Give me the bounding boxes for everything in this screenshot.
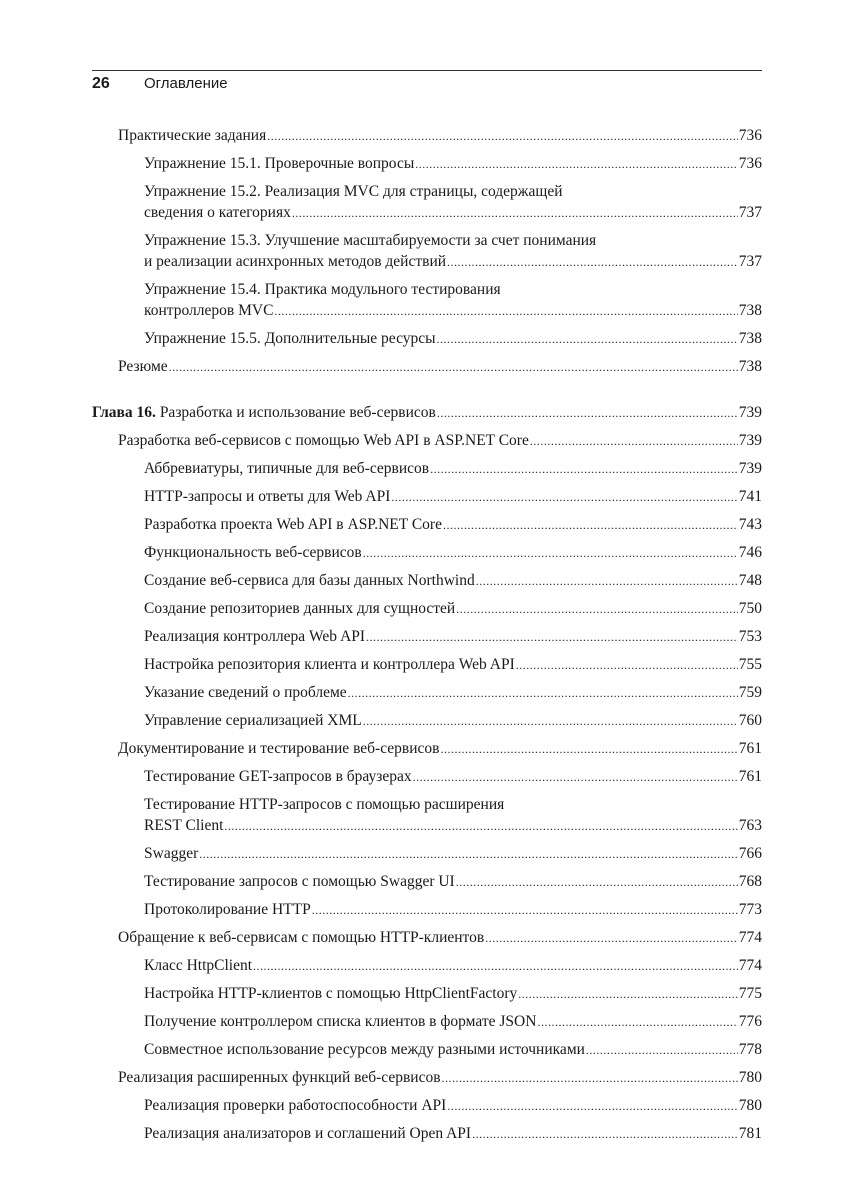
toc-page-number: 780 xyxy=(738,1097,762,1114)
toc-entry xyxy=(92,927,762,949)
toc-entry-title: Упражнение 15.1. Проверочные вопросы xyxy=(144,155,415,172)
toc-page-number: 738 xyxy=(738,330,762,347)
toc-entry xyxy=(92,626,762,648)
toc-entry-title: Разработка веб-сервисов с помощью Web API в ASP.NET Core xyxy=(118,432,529,449)
toc-entry-title: Реализация проверки работоспособности API xyxy=(144,1097,447,1114)
toc-entry xyxy=(92,570,762,592)
toc-entry xyxy=(92,230,762,273)
toc-entry xyxy=(92,514,762,536)
toc-entry xyxy=(92,598,762,620)
dot-leader xyxy=(456,872,738,893)
dot-leader xyxy=(518,984,738,1005)
toc-entry-title: Аббревиатуры, типичные для веб-сервисов xyxy=(144,460,430,477)
toc-entry-title: сведения о категориях xyxy=(144,204,291,221)
toc-entry xyxy=(92,1095,762,1117)
toc-entry-title: Указание сведений о проблеме xyxy=(144,684,347,701)
toc-page-number: 737 xyxy=(738,253,762,270)
toc-page-number: 768 xyxy=(738,873,762,890)
toc-entry-title: Реализация контроллера Web API xyxy=(144,628,366,645)
dot-leader xyxy=(440,739,737,760)
dot-leader xyxy=(456,599,738,620)
toc-entry-title: и реализации асинхронных методов действий xyxy=(144,253,447,270)
toc-page-number: 753 xyxy=(738,628,762,645)
dot-leader xyxy=(199,844,738,865)
toc-entry xyxy=(92,871,762,893)
toc-page-number: 760 xyxy=(738,712,762,729)
dot-leader xyxy=(537,1012,737,1033)
running-header xyxy=(92,70,762,97)
toc-page-number: 763 xyxy=(738,817,762,834)
toc-entry-title: Тестирование GET-запросов в браузерах xyxy=(144,768,412,785)
toc-entry xyxy=(92,1123,762,1145)
toc-entry xyxy=(92,766,762,788)
toc-entry-title: Создание веб-сервиса для базы данных Northwind xyxy=(144,572,475,589)
dot-leader xyxy=(516,655,738,676)
dot-leader xyxy=(363,711,738,732)
toc-entry-title: Резюме xyxy=(118,358,168,375)
toc-entry-title: Упражнение 15.2. Реализация MVC для страницы, содержащей xyxy=(144,183,563,200)
toc-entry xyxy=(92,955,762,977)
toc-entry xyxy=(92,356,762,378)
toc-page-number: 766 xyxy=(738,845,762,862)
dot-leader xyxy=(274,301,737,322)
toc-page-number: 774 xyxy=(738,929,762,946)
toc-page-number: 781 xyxy=(738,1125,762,1142)
dot-leader xyxy=(442,1068,738,1089)
toc-entry xyxy=(92,710,762,732)
toc-page-number: 746 xyxy=(738,544,762,561)
toc-entry-title: REST Client xyxy=(144,817,224,834)
running-title: Оглавление xyxy=(144,75,228,92)
toc-page-number: 738 xyxy=(738,302,762,319)
toc-entry-title: Практические задания xyxy=(118,127,267,144)
toc-entry xyxy=(92,794,762,837)
dot-leader xyxy=(169,357,738,378)
toc-page-number: 741 xyxy=(738,488,762,505)
toc-entry-title: Реализация расширенных функций веб-сервисов xyxy=(118,1069,441,1086)
toc-entry-title: Тестирование запросов с помощью Swagger UI xyxy=(144,873,455,890)
toc-page-number: 748 xyxy=(738,572,762,589)
dot-leader xyxy=(348,683,738,704)
toc-entry xyxy=(92,181,762,224)
toc-entry-title: Упражнение 15.3. Улучшение масштабируемости за счет понимания xyxy=(144,232,597,249)
toc-entry xyxy=(92,279,762,322)
page-number: 26 xyxy=(92,75,110,92)
toc-entry xyxy=(92,899,762,921)
toc-page-number: 776 xyxy=(738,1013,762,1030)
dot-leader xyxy=(292,203,738,224)
toc-page-number: 737 xyxy=(738,204,762,221)
toc-page-number: 739 xyxy=(738,460,762,477)
dot-leader xyxy=(472,1124,738,1145)
dot-leader xyxy=(415,154,738,175)
toc-entry-title: Функциональность веб-сервисов xyxy=(144,544,362,561)
dot-leader xyxy=(530,431,738,452)
toc-entry-title: Настройка HTTP-клиентов с помощью HttpClientFactory xyxy=(144,985,518,1002)
dot-leader xyxy=(586,1040,738,1061)
toc-entry-title: Совместное использование ресурсов между разными источниками xyxy=(144,1041,585,1058)
toc-entry xyxy=(92,153,762,175)
table-of-contents xyxy=(92,125,762,1145)
dot-leader xyxy=(485,928,738,949)
dot-leader xyxy=(476,571,738,592)
toc-page-number: 775 xyxy=(738,985,762,1002)
dot-leader xyxy=(413,767,738,788)
dot-leader xyxy=(437,403,738,424)
toc-entry-title: Создание репозиториев данных для сущностей xyxy=(144,600,456,617)
toc-page-number: 759 xyxy=(738,684,762,701)
dot-leader xyxy=(363,543,738,564)
toc-entry xyxy=(92,328,762,350)
toc-page-number: 778 xyxy=(738,1041,762,1058)
toc-entry-title: контроллеров MVC xyxy=(144,302,274,319)
toc-entry-title: Упражнение 15.4. Практика модульного тестирования xyxy=(144,281,501,298)
toc-entry-title: Разработка проекта Web API в ASP.NET Core xyxy=(144,516,442,533)
toc-page-number: 780 xyxy=(738,1069,762,1086)
toc-page-number: 774 xyxy=(738,957,762,974)
dot-leader xyxy=(224,816,737,837)
toc-entry xyxy=(92,843,762,865)
toc-page-number: 755 xyxy=(738,656,762,673)
dot-leader xyxy=(253,956,738,977)
dot-leader xyxy=(447,252,738,273)
toc-entry-title: Протоколирование HTTP xyxy=(144,901,311,918)
chapter-label: Глава 16. xyxy=(92,404,156,421)
toc-entry-title: Реализация анализаторов и соглашений Open API xyxy=(144,1125,472,1142)
toc-entry xyxy=(92,1039,762,1061)
toc-entry xyxy=(92,1067,762,1089)
toc-page-number: 738 xyxy=(738,358,762,375)
dot-leader xyxy=(437,329,738,350)
toc-page-number: 736 xyxy=(738,127,762,144)
dot-leader xyxy=(447,1096,737,1117)
toc-entry xyxy=(92,738,762,760)
toc-entry xyxy=(92,1011,762,1033)
toc-page-number: 743 xyxy=(738,516,762,533)
toc-entry xyxy=(92,458,762,480)
toc-page-number: 739 xyxy=(738,432,762,449)
toc-entry xyxy=(92,486,762,508)
toc-page-number: 736 xyxy=(738,155,762,172)
toc-entry-title: Получение контроллером списка клиентов в формате JSON xyxy=(144,1013,537,1030)
dot-leader xyxy=(267,126,738,147)
toc-page-number: 739 xyxy=(738,404,762,421)
dot-leader xyxy=(391,487,737,508)
toc-entry-title: Разработка и использование веб-сервисов xyxy=(159,404,436,421)
toc-entry xyxy=(92,542,762,564)
dot-leader xyxy=(430,459,738,480)
toc-entry-title: Управление сериализацией XML xyxy=(144,712,362,729)
toc-entry xyxy=(92,682,762,704)
toc-page-number: 750 xyxy=(738,600,762,617)
toc-entry-title: Swagger xyxy=(144,845,199,862)
toc-entry xyxy=(92,654,762,676)
toc-entry-title: HTTP-запросы и ответы для Web API xyxy=(144,488,391,505)
toc-entry-title: Класс HttpClient xyxy=(144,957,253,974)
toc-page-number: 761 xyxy=(738,768,762,785)
toc-entry-title: Тестирование HTTP-запросов с помощью расширения xyxy=(144,796,505,813)
toc-entry-title: Упражнение 15.5. Дополнительные ресурсы xyxy=(144,330,436,347)
dot-leader xyxy=(443,515,738,536)
toc-page-number: 773 xyxy=(738,901,762,918)
dot-leader xyxy=(366,627,738,648)
toc-entry xyxy=(92,430,762,452)
toc-entry-title: Настройка репозитория клиента и контроллера Web API xyxy=(144,656,515,673)
toc-page-number: 761 xyxy=(738,740,762,757)
toc-chapter-entry xyxy=(92,402,762,424)
toc-entry xyxy=(92,125,762,147)
toc-entry-title: Обращение к веб-сервисам с помощью HTTP-клиентов xyxy=(118,929,485,946)
dot-leader xyxy=(312,900,738,921)
toc-entry-title: Документирование и тестирование веб-сервисов xyxy=(118,740,440,757)
toc-entry xyxy=(92,983,762,1005)
